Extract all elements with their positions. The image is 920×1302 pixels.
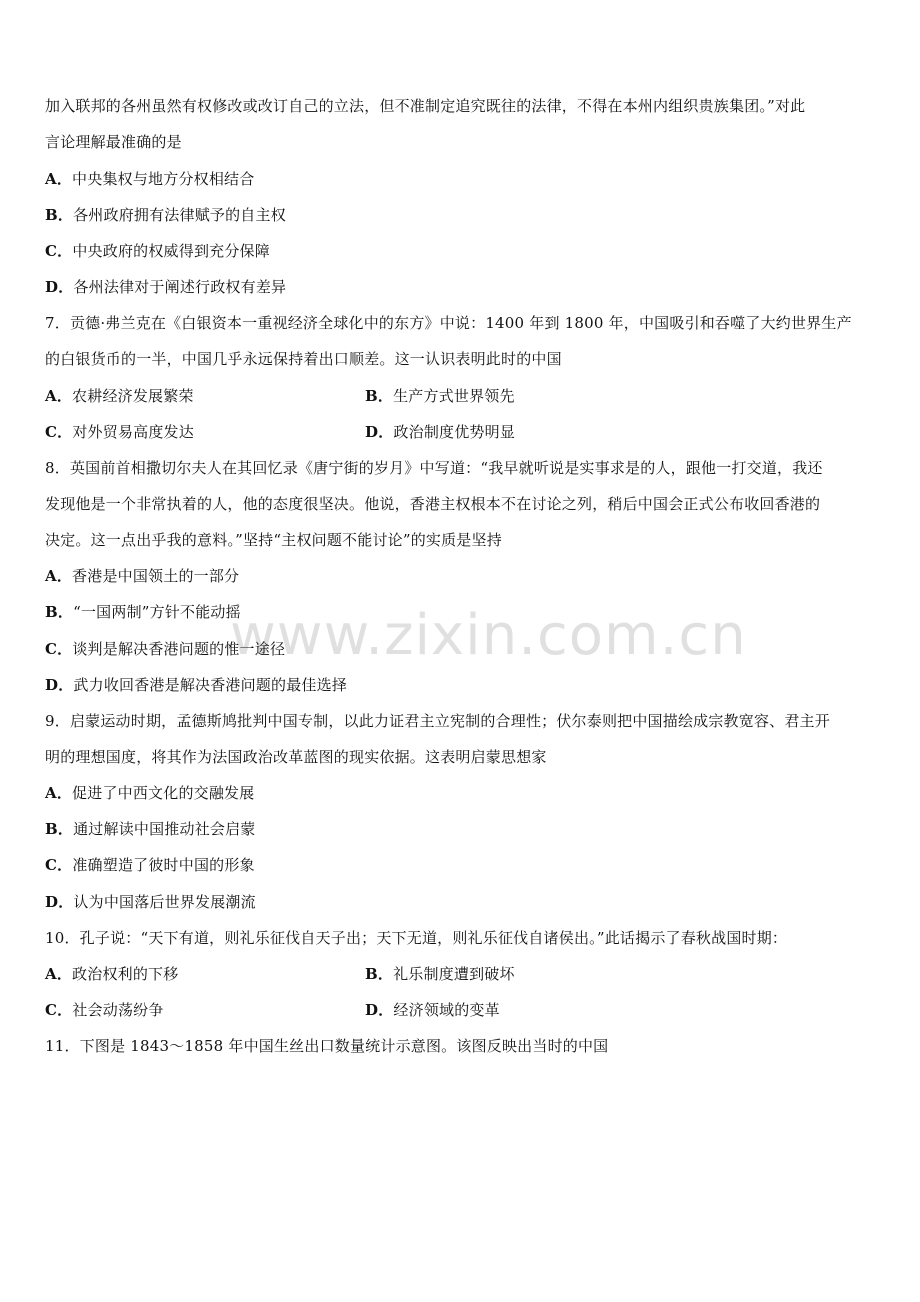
option-text: “一国两制”方针不能动摇 bbox=[73, 603, 241, 621]
option-text: 认为中国落后世界发展潮流 bbox=[73, 893, 256, 911]
option-letter: C． bbox=[45, 1001, 73, 1019]
q10-option-b bbox=[365, 964, 515, 984]
option-letter: A． bbox=[45, 567, 73, 585]
option-text: 礼乐制度遭到破坏 bbox=[393, 965, 515, 983]
option-letter: D． bbox=[45, 893, 74, 911]
option-text: 武力收回香港是解决香港问题的最佳选择 bbox=[73, 676, 348, 694]
option-letter: B． bbox=[45, 206, 74, 224]
option-text: 通过解读中国推动社会启蒙 bbox=[73, 820, 256, 838]
option-letter: B． bbox=[45, 820, 74, 838]
option-text: 中央集权与地方分权相结合 bbox=[72, 170, 255, 188]
option-letter: A． bbox=[45, 170, 73, 188]
option-text: 准确塑造了彼时中国的形象 bbox=[72, 856, 255, 874]
q7-stem-line-1: 7．贡德·弗兰克在《白银资本一重视经济全球化中的东方》中说：1400 年到 1800 年，中国吸引和吞噬了大约世界生产 bbox=[45, 314, 852, 332]
option-letter: D． bbox=[365, 1001, 394, 1019]
option-text: 谈判是解决香港问题的惟一途径 bbox=[72, 640, 286, 658]
option-text: 政治权利的下移 bbox=[72, 965, 179, 983]
q6-option-d bbox=[45, 277, 286, 297]
option-letter: A． bbox=[45, 784, 73, 802]
option-letter: B． bbox=[45, 603, 74, 621]
q9-option-b bbox=[45, 819, 256, 839]
q11-stem-line-1: 11．下图是 1843～1858 年中国生丝出口数量统计示意图。该图反映出当时的中国 bbox=[45, 1037, 609, 1055]
option-letter: B． bbox=[365, 387, 394, 405]
q8-stem-line-1: 8．英国前首相撒切尔夫人在其回忆录《唐宁街的岁月》中写道：“我早就听说是实事求是的人，跟他一打交道，我还 bbox=[45, 459, 823, 477]
option-letter: C． bbox=[45, 856, 73, 874]
option-text: 政治制度优势明显 bbox=[393, 423, 516, 441]
q8-option-d bbox=[45, 675, 347, 695]
q9-option-c bbox=[45, 855, 255, 875]
q8-option-b bbox=[45, 602, 241, 622]
option-letter: D． bbox=[365, 423, 394, 441]
option-text: 对外贸易高度发达 bbox=[72, 423, 194, 441]
q7-option-c bbox=[45, 422, 194, 442]
q10-option-c bbox=[45, 1000, 164, 1020]
q6-stem-line-2: 言论理解最准确的是 bbox=[45, 133, 182, 151]
q7-stem-line-2: 的白银货币的一半，中国几乎永远保持着出口顺差。这一认识表明此时的中国 bbox=[45, 350, 562, 368]
option-text: 促进了中西文化的交融发展 bbox=[72, 784, 255, 802]
option-letter: C． bbox=[45, 242, 73, 260]
q7-option-a bbox=[45, 386, 194, 406]
q8-option-a bbox=[45, 566, 239, 586]
option-letter: A． bbox=[45, 965, 73, 983]
q9-stem-line-1: 9．启蒙运动时期，孟德斯鸠批判中国专制，以此力证君主立宪制的合理性；伏尔泰则把中国描绘成宗教宽容、君主开 bbox=[45, 712, 830, 730]
option-letter: D． bbox=[45, 278, 74, 296]
option-letter: B． bbox=[365, 965, 394, 983]
q6-option-c bbox=[45, 241, 270, 261]
q10-option-a bbox=[45, 964, 178, 984]
option-text: 生产方式世界领先 bbox=[393, 387, 515, 405]
watermark: www.zixin.com.cn bbox=[230, 603, 747, 668]
q9-stem-line-2: 明的理想国度，将其作为法国政治改革蓝图的现实依据。这表明启蒙思想家 bbox=[45, 748, 547, 766]
option-text: 香港是中国领土的一部分 bbox=[72, 567, 240, 585]
option-text: 中央政府的权威得到充分保障 bbox=[72, 242, 270, 260]
option-text: 各州政府拥有法律赋予的自主权 bbox=[73, 206, 286, 224]
option-text: 农耕经济发展繁荣 bbox=[72, 387, 194, 405]
q9-option-d bbox=[45, 892, 256, 912]
option-letter: A． bbox=[45, 387, 73, 405]
q9-option-a bbox=[45, 783, 254, 803]
q10-stem-line-1: 10．孔子说：“天下有道，则礼乐征伐自天子出；天下无道，则礼乐征伐自诸侯出。”此话揭示了春秋战国时期： bbox=[45, 929, 788, 947]
option-letter: D． bbox=[45, 676, 74, 694]
q7-option-d bbox=[365, 422, 515, 442]
q7-option-b bbox=[365, 386, 515, 406]
option-letter: C． bbox=[45, 423, 73, 441]
q8-stem-line-3: 决定。这一点出乎我的意料。”坚持“主权问题不能讨论”的实质是坚持 bbox=[45, 531, 502, 549]
q8-stem-line-2: 发现他是一个非常执着的人，他的态度很坚决。他说，香港主权根本不在讨论之列，稍后中国会正式公布收回香港的 bbox=[45, 495, 821, 513]
q6-option-b bbox=[45, 205, 286, 225]
q10-option-d bbox=[365, 1000, 500, 1020]
option-letter: C． bbox=[45, 640, 73, 658]
option-text: 社会动荡纷争 bbox=[72, 1001, 164, 1019]
q6-stem-line-1: 加入联邦的各州虽然有权修改或改订自己的立法，但不准制定追究既往的法律，不得在本州内组织贵族集团。”对此 bbox=[45, 97, 806, 115]
option-text: 各州法律对于阐述行政权有差异 bbox=[73, 278, 287, 296]
option-text: 经济领域的变革 bbox=[393, 1001, 500, 1019]
q6-option-a bbox=[45, 169, 254, 189]
